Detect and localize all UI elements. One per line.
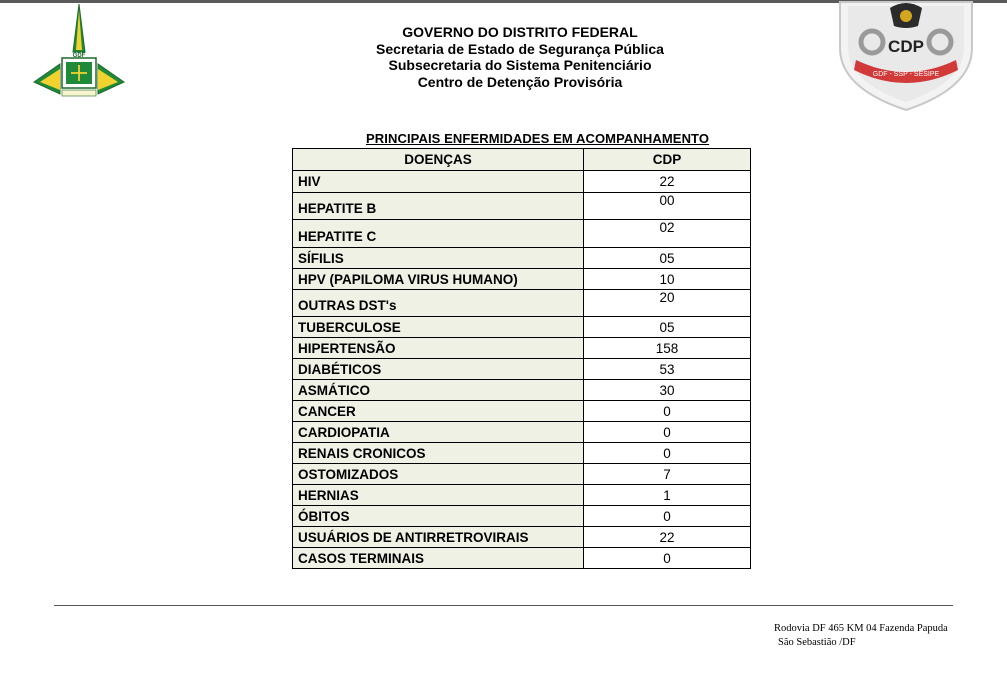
disease-count: 158 [584,338,751,359]
disease-count: 05 [584,317,751,338]
disease-name: ÓBITOS [293,506,584,527]
column-header-diseases: DOENÇAS [293,149,584,171]
disease-name: HPV (PAPILOMA VIRUS HUMANO) [293,269,584,290]
disease-count: 7 [584,464,751,485]
disease-count: 00 [584,193,751,220]
cdp-logo-text: CDP [888,37,924,56]
table-row [293,248,751,269]
disease-count: 0 [584,401,751,422]
table-row [293,171,751,193]
table-row [293,527,751,548]
cdp-ribbon-text: GDF - SSP - SESIPE [872,71,940,78]
disease-name: SÍFILIS [293,248,584,269]
table-row [293,548,751,569]
table-row [293,380,751,401]
disease-name: DIABÉTICOS [293,359,584,380]
disease-name: CANCER [293,401,584,422]
disease-name: CASOS TERMINAIS [293,548,584,569]
footer-address [774,622,948,649]
disease-count: 53 [584,359,751,380]
table-row [293,359,751,380]
disease-name: HIPERTENSÃO [293,338,584,359]
table-row [293,506,751,527]
table-row [293,464,751,485]
disease-count: 1 [584,485,751,506]
disease-count: 30 [584,380,751,401]
disease-count: 05 [584,248,751,269]
disease-name: HERNIAS [293,485,584,506]
header-center: Centro de Detenção Provisória [417,73,623,90]
table-row [293,269,751,290]
disease-name: HEPATITE C [293,220,584,248]
table-row [293,317,751,338]
disease-name: HEPATITE B [293,193,584,220]
header-subsecretariat: Subsecretaria do Sistema Penitenciário [388,57,652,73]
address-line-2: São Sebastião /DF [778,636,856,648]
table-header-row [293,149,751,171]
disease-name: TUBERCULOSE [293,317,584,338]
table-row [293,422,751,443]
disease-name: ASMÁTICO [293,380,584,401]
disease-count: 02 [584,220,751,248]
disease-count: 0 [584,422,751,443]
disease-name: USUÁRIOS DE ANTIRRETROVIRAIS [293,527,584,548]
disease-count: 0 [584,548,751,569]
table-row [293,338,751,359]
document-header [330,24,710,90]
table-title: PRINCIPAIS ENFERMIDADES EM ACOMPANHAMENTO [366,131,710,146]
header-secretariat: Secretaria de Estado de Segurança Pública [376,40,664,57]
disease-name: RENAIS CRONICOS [293,443,584,464]
disease-name: OUTRAS DST's [293,290,584,317]
table-row [293,443,751,464]
brasilia-coat-of-arms-icon [32,2,126,106]
disease-count: 22 [584,527,751,548]
footer-divider [54,605,953,606]
disease-count: 0 [584,443,751,464]
table-row [293,485,751,506]
table-row [293,193,751,220]
disease-count: 22 [584,171,751,193]
disease-name: HIV [293,171,584,193]
column-header-cdp: CDP [584,149,751,171]
table-row [293,401,751,422]
address-line-1: Rodovia DF 465 KM 04 Fazenda Papuda [774,623,948,634]
gdf-logo-text: GDF [72,53,86,59]
diseases-table [292,148,751,569]
disease-count: 10 [584,269,751,290]
disease-name: CARDIOPATIA [293,422,584,443]
disease-count: 20 [584,290,751,317]
disease-count: 0 [584,506,751,527]
table-row [293,290,751,317]
cdp-badge-icon [836,0,976,112]
header-government: GOVERNO DO DISTRITO FEDERAL [402,24,638,40]
table-row [293,220,751,248]
disease-name: OSTOMIZADOS [293,464,584,485]
